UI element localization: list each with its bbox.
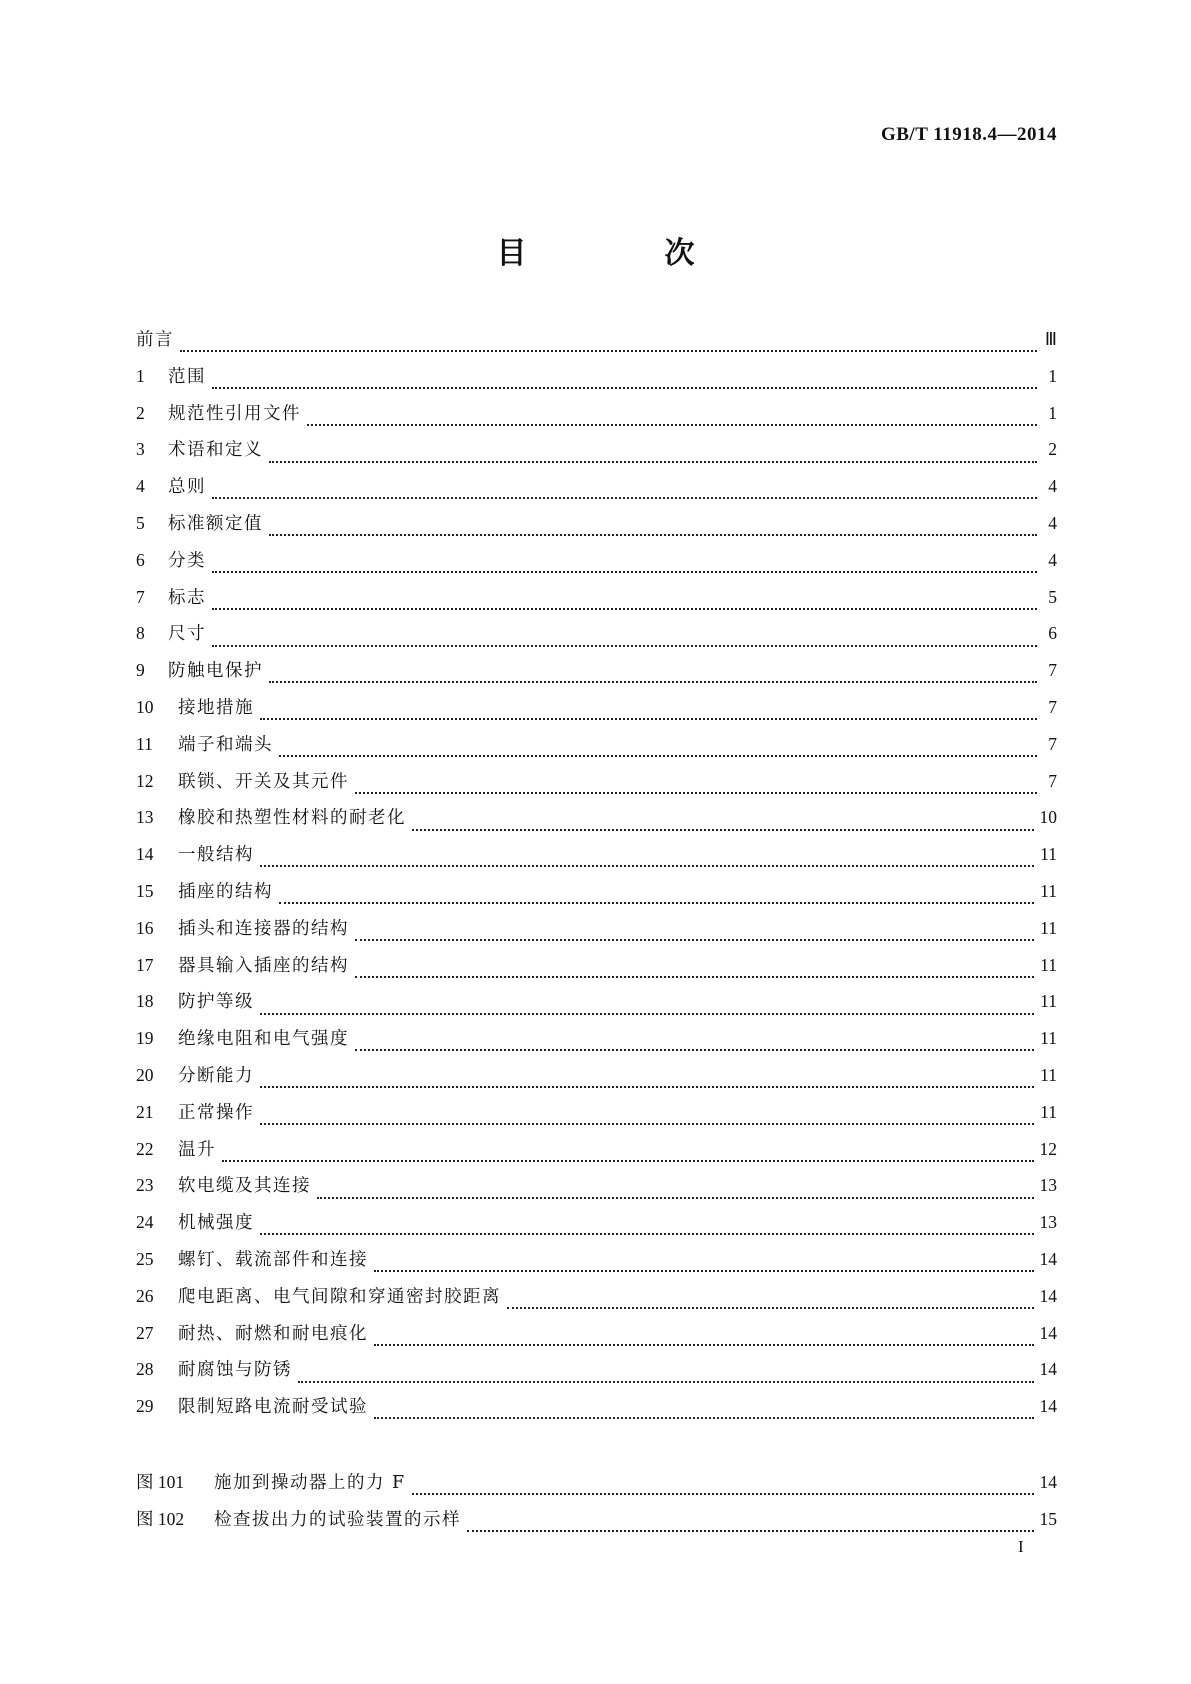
section-number: 4 [136,476,145,497]
table-of-contents [136,326,1057,1430]
page-reference: 11 [1040,954,1057,975]
section-number: 22 [136,1138,154,1159]
section-title: 端子和端头 [178,734,273,755]
section-number: 2 [136,402,145,423]
section-number: 8 [136,623,145,644]
page-reference: 6 [1048,623,1057,644]
section-title: 防触电保护 [168,661,263,682]
dot-leader [374,1261,1034,1273]
page-number: I [1018,1537,1024,1556]
dot-leader [507,1297,1034,1309]
dot-leader [279,745,1037,757]
page-reference: 13 [1039,1175,1057,1196]
section-number: 6 [136,549,145,570]
section-title: 标志 [168,587,206,608]
toc-entry [136,1136,1057,1173]
section-number: 18 [136,991,154,1012]
section-title: 软电缆及其连接 [178,1176,311,1197]
toc-entry [136,1393,1057,1430]
dot-leader [307,414,1037,426]
page-reference: 11 [1040,991,1057,1012]
toc-entry [136,510,1057,547]
page-reference: 1 [1048,402,1057,423]
section-number: 20 [136,1064,154,1085]
section-title: 分类 [168,550,206,571]
section-title: 前言 [136,330,174,350]
toc-entry [136,436,1057,473]
page-reference: 1 [1048,365,1057,386]
page-title: 目 次 [496,236,749,271]
toc-entry [136,952,1057,989]
toc-entry [136,1246,1057,1283]
dot-leader [212,598,1037,610]
page-reference: 2 [1048,439,1057,460]
section-number: 9 [136,660,145,681]
page-reference: 11 [1040,844,1057,865]
page-reference: 4 [1048,512,1057,533]
page-reference: 11 [1040,917,1057,938]
toc-entry [136,473,1057,510]
toc-entry [136,584,1057,621]
dot-leader [212,377,1037,389]
toc-entry [136,768,1057,805]
figure-title: 检查拔出力的试验装置的示样 [214,1509,461,1530]
section-title: 正常操作 [178,1102,254,1123]
section-title: 螺钉、载流部件和连接 [178,1249,368,1270]
section-title: 联锁、开关及其元件 [178,771,349,792]
page-reference: 11 [1040,1101,1057,1122]
dot-leader [180,341,1037,353]
section-number: 24 [136,1212,154,1233]
section-title: 规范性引用文件 [168,403,301,424]
dot-leader [374,1334,1034,1346]
section-title: 爬电距离、电气间隙和穿通密封胶距离 [178,1286,501,1307]
page-reference: 11 [1040,1028,1057,1049]
page-reference: 11 [1040,880,1057,901]
page-reference: 14 [1039,1396,1057,1417]
dot-leader [374,1408,1034,1420]
dot-leader [260,1113,1034,1125]
section-title: 耐腐蚀与防锈 [178,1360,292,1381]
section-number: 19 [136,1028,154,1049]
toc-entry [136,547,1057,584]
page-reference: 14 [1039,1472,1057,1492]
toc-entry [136,841,1057,878]
page-reference: 12 [1039,1138,1057,1159]
dot-leader [355,1040,1034,1052]
page-reference: 7 [1048,696,1057,717]
page-reference: 10 [1039,807,1057,828]
page-reference: 4 [1048,476,1057,497]
dot-leader [317,1187,1034,1199]
dot-leader [260,1077,1034,1089]
toc-entry [136,400,1057,437]
dot-leader [269,525,1037,537]
section-number: 26 [136,1285,154,1306]
section-title: 橡胶和热塑性材料的耐老化 [178,808,406,829]
toc-entry [136,694,1057,731]
toc-entry [136,657,1057,694]
section-number: 1 [136,365,145,386]
section-title: 总则 [168,477,206,498]
toc-entry [136,1209,1057,1246]
section-title: 术语和定义 [168,440,263,461]
page-reference: 7 [1048,770,1057,791]
section-title: 插座的结构 [178,881,273,902]
section-number: 15 [136,880,154,901]
section-title: 一般结构 [178,845,254,866]
section-title: 接地措施 [178,697,254,718]
page-reference: 13 [1039,1212,1057,1233]
dot-leader [260,1003,1034,1015]
section-title: 器具输入插座的结构 [178,955,349,976]
dot-leader [298,1371,1034,1383]
page-reference: Ⅲ [1044,329,1057,349]
dot-leader [412,819,1034,831]
figure-entry [136,1469,1057,1506]
dot-leader [269,451,1037,463]
page-reference: 14 [1039,1285,1057,1306]
section-title: 防护等级 [178,992,254,1013]
section-number: 12 [136,770,154,791]
section-number: 5 [136,512,145,533]
toc-entry [136,1283,1057,1320]
dot-leader [222,1150,1034,1162]
toc-entry [136,731,1057,768]
section-number: 28 [136,1359,154,1380]
toc-entry [136,326,1057,363]
section-title: 插头和连接器的结构 [178,918,349,939]
page-reference: 7 [1048,733,1057,754]
section-title: 机械强度 [178,1213,254,1234]
toc-entry [136,878,1057,915]
section-number: 10 [136,696,154,717]
dot-leader [467,1520,1034,1532]
dot-leader [269,672,1037,684]
dot-leader [260,1224,1034,1236]
dot-leader [412,1484,1034,1496]
section-number: 13 [136,807,154,828]
toc-entry [136,804,1057,841]
section-number: 23 [136,1175,154,1196]
section-number: 3 [136,439,145,460]
toc-entry [136,988,1057,1025]
dot-leader [279,893,1034,905]
page-reference: 4 [1048,549,1057,570]
figure-number: 图 102 [136,1508,185,1529]
dot-leader [260,856,1034,868]
section-number: 25 [136,1248,154,1269]
section-title: 分断能力 [178,1065,254,1086]
section-number: 21 [136,1101,154,1122]
section-title: 范围 [168,366,206,387]
toc-entry [136,1025,1057,1062]
page-reference: 11 [1040,1064,1057,1085]
section-number: 17 [136,954,154,975]
dot-leader [212,635,1037,647]
figure-list [136,1469,1057,1543]
figure-number: 图 101 [136,1472,185,1492]
section-title: 绝缘电阻和电气强度 [178,1029,349,1050]
section-title: 标准额定值 [168,513,263,534]
section-title: 尺寸 [168,624,206,645]
section-number: 7 [136,586,145,607]
dot-leader [355,782,1037,794]
dot-leader [260,709,1037,721]
dot-leader [212,488,1037,500]
page-reference: 5 [1048,586,1057,607]
page-reference: 14 [1039,1322,1057,1343]
page-reference: 14 [1039,1359,1057,1380]
section-number: 11 [136,733,153,754]
page-reference: 15 [1039,1508,1057,1529]
toc-entry [136,620,1057,657]
section-title: 温升 [178,1139,216,1160]
figure-entry [136,1506,1057,1543]
toc-entry [136,363,1057,400]
section-title: 限制短路电流耐受试验 [178,1397,368,1418]
toc-entry [136,1320,1057,1357]
section-number: 16 [136,917,154,938]
toc-entry [136,915,1057,952]
page-reference: 7 [1048,660,1057,681]
section-number: 14 [136,844,154,865]
page-reference: 14 [1039,1248,1057,1269]
section-number: 29 [136,1396,154,1417]
toc-entry [136,1062,1057,1099]
standard-code: GB/T 11918.4—2014 [880,124,1057,145]
section-number: 27 [136,1322,154,1343]
dot-leader [355,966,1034,978]
dot-leader [355,929,1034,941]
toc-entry [136,1099,1057,1136]
toc-entry [136,1356,1057,1393]
section-title: 耐热、耐燃和耐电痕化 [178,1323,368,1344]
dot-leader [212,561,1037,573]
toc-entry [136,1172,1057,1209]
figure-title: 施加到操动器上的力 F [214,1473,406,1493]
